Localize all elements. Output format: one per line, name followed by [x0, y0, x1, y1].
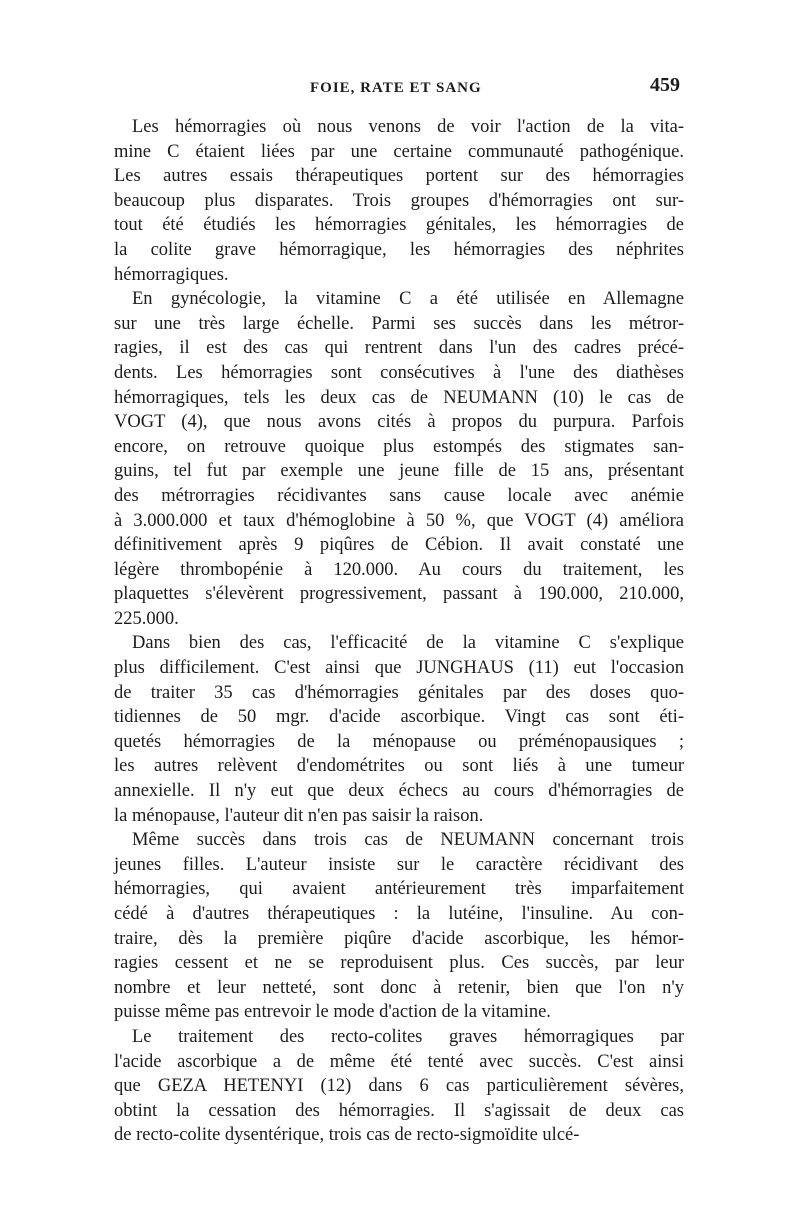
running-title: FOIE, RATE ET SANG	[310, 80, 482, 96]
text-line: hémorragies, qui avaient antérieurement très imparfaitement	[114, 879, 684, 900]
text-line: beaucoup plus disparates. Trois groupes d'hémorragies ont sur-	[114, 190, 684, 211]
paragraph	[114, 287, 684, 631]
text-line: sur une très large échelle. Parmi ses succès dans les métror-	[114, 313, 684, 334]
text-line: 225.000.	[114, 608, 179, 629]
text-line: mine C étaient liées par une certaine communauté pathogénique.	[114, 141, 684, 162]
text-line: des métrorragies récidivantes sans cause locale avec anémie	[114, 485, 684, 506]
text-line: à 3.000.000 et taux d'hémoglobine à 50 %, que VOGT (4) améliora	[114, 510, 684, 531]
text-line: annexielle. Il n'y eut que deux échecs au cours d'hémorragies de	[114, 781, 684, 802]
text-line: quetés hémorragies de la ménopause ou préménopausiques ;	[114, 731, 684, 752]
text-line: Dans bien des cas, l'efficacité de la vitamine C s'explique	[132, 633, 684, 654]
text-line: la ménopause, l'auteur dit n'en pas saisir la raison.	[114, 805, 484, 826]
text-line: En gynécologie, la vitamine C a été utilisée en Allemagne	[132, 289, 684, 310]
text-line: Les autres essais thérapeutiques portent sur des hémorragies	[114, 166, 684, 187]
text-line: plus difficilement. C'est ainsi que JUNGHAUS (11) eut l'occasion	[114, 658, 684, 679]
body-text	[114, 115, 684, 1148]
text-line: VOGT (4), que nous avons cités à propos du purpura. Parfois	[114, 412, 684, 433]
text-line: hémorragiques, tels les deux cas de NEUMANN (10) le cas de	[114, 387, 684, 408]
paragraph	[114, 115, 684, 287]
text-line: puisse même pas entrevoir le mode d'action de la vitamine.	[114, 1002, 551, 1023]
page-number: 459	[650, 74, 680, 96]
text-line: que GEZA HETENYI (12) dans 6 cas particulièrement sévères,	[114, 1076, 684, 1097]
text-line: traire, dès la première piqûre d'acide ascorbique, les hémor-	[114, 928, 684, 949]
paragraph	[114, 828, 684, 1025]
paragraph	[114, 631, 684, 828]
text-line: l'acide ascorbique a de même été tenté avec succès. C'est ainsi	[114, 1051, 684, 1072]
text-line: les autres relèvent d'endométrites ou sont liés à une tumeur	[114, 756, 684, 777]
text-line: obtint la cessation des hémorragies. Il s'agissait de deux cas	[114, 1100, 684, 1121]
text-line: dents. Les hémorragies sont consécutives à l'une des diathèses	[114, 362, 684, 383]
text-line: hémorragiques.	[114, 264, 229, 285]
text-line: ragies cessent et ne se reproduisent plus. Ces succès, par leur	[114, 953, 684, 974]
text-line: tidiennes de 50 mgr. d'acide ascorbique. Vingt cas sont éti-	[114, 707, 684, 728]
text-line: ragies, il est des cas qui rentrent dans l'un des cadres précé-	[114, 338, 684, 359]
text-line: jeunes filles. L'auteur insiste sur le caractère récidivant des	[114, 854, 684, 875]
text-line: tout été étudiés les hémorragies génitales, les hémorragies de	[114, 215, 684, 236]
text-line: la colite grave hémorragique, les hémorragies des néphrites	[114, 239, 684, 260]
paragraph	[114, 1025, 684, 1148]
text-line: cédé à d'autres thérapeutiques : la lutéine, l'insuline. Au con-	[114, 904, 684, 924]
page-header	[0, 74, 800, 104]
text-line: guins, tel fut par exemple une jeune fille de 15 ans, présentant	[114, 461, 684, 482]
text-line: de traiter 35 cas d'hémorragies génitales par des doses quo-	[114, 682, 684, 703]
text-line: de recto-colite dysentérique, trois cas de recto-sigmoïdite ulcé-	[114, 1125, 580, 1146]
text-line: Les hémorragies où nous venons de voir l'action de la vita-	[132, 117, 684, 137]
text-line: définitivement après 9 piqûres de Cébion. Il avait constaté une	[114, 535, 684, 556]
text-line: nombre et leur netteté, sont donc à retenir, bien que l'on n'y	[114, 977, 684, 998]
text-line: légère thrombopénie à 120.000. Au cours du traitement, les	[114, 559, 684, 580]
text-line: Le traitement des recto-colites graves hémorragiques par	[132, 1026, 684, 1047]
text-line: encore, on retrouve quoique plus estompés des stigmates san-	[114, 436, 684, 457]
text-line: plaquettes s'élevèrent progressivement, passant à 190.000, 210.000,	[114, 584, 684, 605]
text-line: Même succès dans trois cas de NEUMANN concernant trois	[132, 830, 684, 851]
